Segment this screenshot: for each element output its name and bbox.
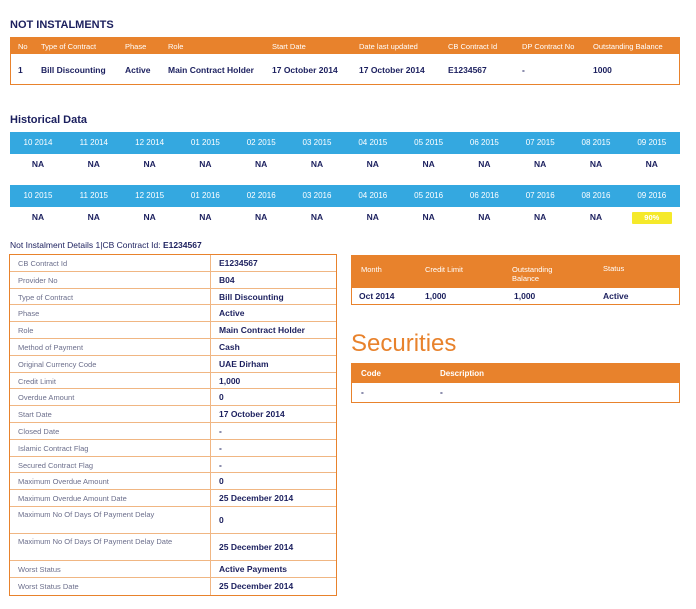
col-outstanding: Outstanding Balance [593, 42, 663, 51]
history-value-cell: NA [31, 212, 45, 222]
history-month-cell: 06 2016 [469, 191, 499, 200]
detail-label: Worst Status Date [18, 581, 79, 591]
detail-value: 0 [219, 476, 224, 487]
detail-label: CB Contract Id [18, 259, 68, 268]
cell-code: - [361, 387, 364, 397]
detail-value: 25 December 2014 [219, 541, 294, 552]
detail-value: Bill Discounting [219, 291, 284, 302]
detail-label: Maximum Overdue Amount Date [18, 494, 127, 504]
detail-value: Main Contract Holder [219, 325, 305, 336]
cell-last-updated: 17 October 2014 [359, 65, 425, 75]
history-month-cell: 07 2015 [525, 138, 555, 147]
col-cb-id: CB Contract Id [448, 42, 498, 51]
table-row [352, 383, 679, 402]
col-code: Code [361, 369, 381, 378]
detail-row [10, 373, 336, 390]
detail-row [10, 561, 336, 578]
history-value-cell: NA [589, 159, 603, 169]
table-row [11, 54, 679, 84]
cell-type: Bill Discounting [41, 65, 106, 75]
history-value-cell: NA [199, 212, 212, 222]
history-month-cell: 12 2015 [135, 191, 165, 200]
history-month-cell: 04 2015 [358, 138, 388, 147]
details-heading-label: Not Instalment Details 1|CB Contract Id: [10, 240, 161, 250]
history-value-badge: 90% [632, 212, 672, 224]
cell-month: Oct 2014 [359, 291, 395, 301]
history-value-cell: NA [422, 212, 435, 222]
detail-label: Maximum Overdue Amount [18, 477, 109, 487]
cell-description: - [440, 387, 443, 397]
cell-start-date: 17 October 2014 [272, 65, 338, 75]
col-dp-no: DP Contract No [522, 42, 575, 51]
col-phase: Phase [125, 42, 147, 51]
detail-value: 17 October 2014 [219, 409, 285, 420]
detail-label: Original Currency Code [18, 359, 97, 369]
history-month-cell: 11 2015 [79, 191, 108, 200]
monthly-status-table [351, 255, 680, 305]
history-month-cell: 09 2015 [637, 138, 667, 147]
detail-label: Phase [18, 309, 40, 319]
col-description: Description [440, 369, 485, 378]
history-value-cell: NA [310, 212, 324, 222]
history-month-cell: 11 2014 [79, 138, 108, 147]
history-value-cell: NA [478, 159, 491, 169]
detail-row [10, 289, 336, 306]
detail-value: 0 [219, 392, 224, 403]
history-month-cell: 10 2015 [23, 191, 53, 200]
history-value-cell: NA [31, 159, 45, 169]
detail-label: Worst Status [18, 564, 61, 574]
detail-row [10, 423, 336, 440]
detail-label: Type of Contract [18, 292, 74, 302]
cell-outstanding: 1000 [593, 65, 612, 75]
detail-row [10, 322, 336, 339]
history-month-cell: 06 2015 [469, 138, 499, 147]
securities-title: Securities [351, 330, 457, 357]
detail-label: Secured Contract Flag [18, 460, 94, 470]
col-last-updated: Date last updated [359, 42, 418, 51]
cell-outstanding: 1,000 [514, 291, 536, 301]
history-month-cell: 02 2015 [246, 138, 276, 147]
detail-value: - [219, 459, 222, 470]
history-value-cell [624, 206, 680, 228]
cell-dp-no: - [522, 65, 525, 75]
detail-label: Closed Date [18, 426, 60, 436]
detail-label: Maximum No Of Days Of Payment Delay [18, 509, 155, 519]
historical-title: Historical Data [10, 114, 88, 126]
col-status: Status [603, 264, 625, 273]
history-value-cell: NA [199, 159, 212, 169]
history-value-cell: NA [366, 159, 379, 169]
not-instalments-table [10, 37, 680, 85]
details-heading-id: E1234567 [162, 240, 202, 250]
not-instalments-header [11, 38, 679, 54]
detail-row [10, 255, 336, 272]
detail-value: - [219, 425, 222, 436]
detail-value: 25 December 2014 [219, 493, 294, 504]
detail-row [10, 507, 336, 534]
col-outstanding-balance: Outstanding Balance [512, 265, 553, 283]
monthly-header [352, 256, 679, 288]
col-start-date: Start Date [272, 42, 306, 51]
history-month-cell: 03 2016 [302, 191, 332, 200]
history-month-cell: 10 2014 [23, 138, 53, 147]
cell-role: Main Contract Holder [168, 65, 254, 75]
detail-row [10, 272, 336, 289]
history-months-row-1 [10, 132, 680, 154]
detail-row [10, 490, 336, 507]
col-credit-limit: Credit Limit [425, 265, 463, 274]
history-value-cell: NA [589, 212, 603, 222]
cell-credit-limit: 1,000 [425, 291, 447, 301]
history-value-cell: NA [366, 212, 379, 222]
detail-value: UAE Dirham [219, 358, 269, 369]
detail-label: Credit Limit [18, 376, 56, 386]
detail-row [10, 305, 336, 322]
history-month-cell: 01 2015 [190, 138, 220, 147]
col-month: Month [361, 265, 382, 274]
history-value-cell: NA [87, 159, 100, 169]
history-month-cell: 12 2014 [135, 138, 165, 147]
history-month-cell: 08 2015 [581, 138, 611, 147]
history-months-row-2 [10, 185, 680, 207]
detail-value: Active [219, 308, 245, 319]
history-value-cell: NA [87, 212, 100, 222]
detail-value: 0 [219, 514, 224, 525]
detail-value: B04 [219, 274, 235, 285]
detail-value: - [219, 442, 222, 453]
detail-value: 25 December 2014 [219, 580, 294, 591]
detail-row [10, 534, 336, 561]
history-value-cell: NA [255, 212, 268, 222]
securities-table [351, 363, 680, 403]
detail-label: Islamic Contract Flag [18, 443, 89, 453]
history-value-cell: NA [534, 159, 547, 169]
table-row [352, 288, 679, 304]
detail-label: Provider No [18, 275, 58, 285]
history-values-row-2 [10, 206, 680, 228]
detail-row [10, 389, 336, 406]
col-type: Type of Contract [41, 42, 97, 51]
history-month-cell: 09 2016 [637, 191, 667, 200]
history-month-cell: 07 2016 [525, 191, 555, 200]
detail-row [10, 356, 336, 373]
detail-label: Start Date [18, 410, 52, 420]
history-month-cell: 04 2016 [358, 191, 388, 200]
cell-no: 1 [18, 65, 23, 75]
securities-header [352, 364, 679, 383]
details-table [9, 254, 337, 596]
detail-label: Overdue Amount [18, 393, 75, 403]
detail-row [10, 339, 336, 356]
cell-phase: Active [125, 65, 151, 75]
history-month-cell: 01 2016 [190, 191, 220, 200]
col-no: No [18, 42, 28, 51]
detail-value: Active Payments [219, 563, 288, 574]
history-value-cell: NA [255, 159, 268, 169]
history-value-cell: NA [422, 159, 435, 169]
history-month-cell: 05 2015 [414, 138, 444, 147]
not-instalments-title: NOT INSTALMENTS [10, 19, 114, 31]
cell-status: Active [603, 291, 629, 301]
details-heading [10, 240, 202, 250]
detail-row [10, 578, 336, 595]
history-month-cell: 03 2015 [302, 138, 332, 147]
col-role: Role [168, 42, 184, 51]
detail-label: Maximum No Of Days Of Payment Delay Date [18, 536, 173, 546]
detail-value: 1,000 [219, 375, 241, 386]
detail-row [10, 457, 336, 474]
history-month-cell: 05 2016 [414, 191, 444, 200]
history-value-cell: NA [478, 212, 491, 222]
history-value-cell: NA [143, 159, 156, 169]
detail-value: Cash [219, 341, 240, 352]
history-value-cell: NA [143, 212, 156, 222]
history-values-row-1 [10, 153, 680, 175]
detail-label: Role [18, 326, 34, 336]
history-value-cell: NA [645, 159, 658, 169]
history-value-cell: NA [534, 212, 547, 222]
history-month-cell: 02 2016 [246, 191, 276, 200]
detail-row [10, 406, 336, 423]
history-month-cell: 08 2016 [581, 191, 611, 200]
detail-label: Method of Payment [18, 342, 84, 352]
detail-row [10, 473, 336, 490]
history-value-cell: NA [310, 159, 324, 169]
detail-value: E1234567 [219, 258, 258, 268]
detail-row [10, 440, 336, 457]
cell-cb-id: E1234567 [448, 65, 487, 75]
